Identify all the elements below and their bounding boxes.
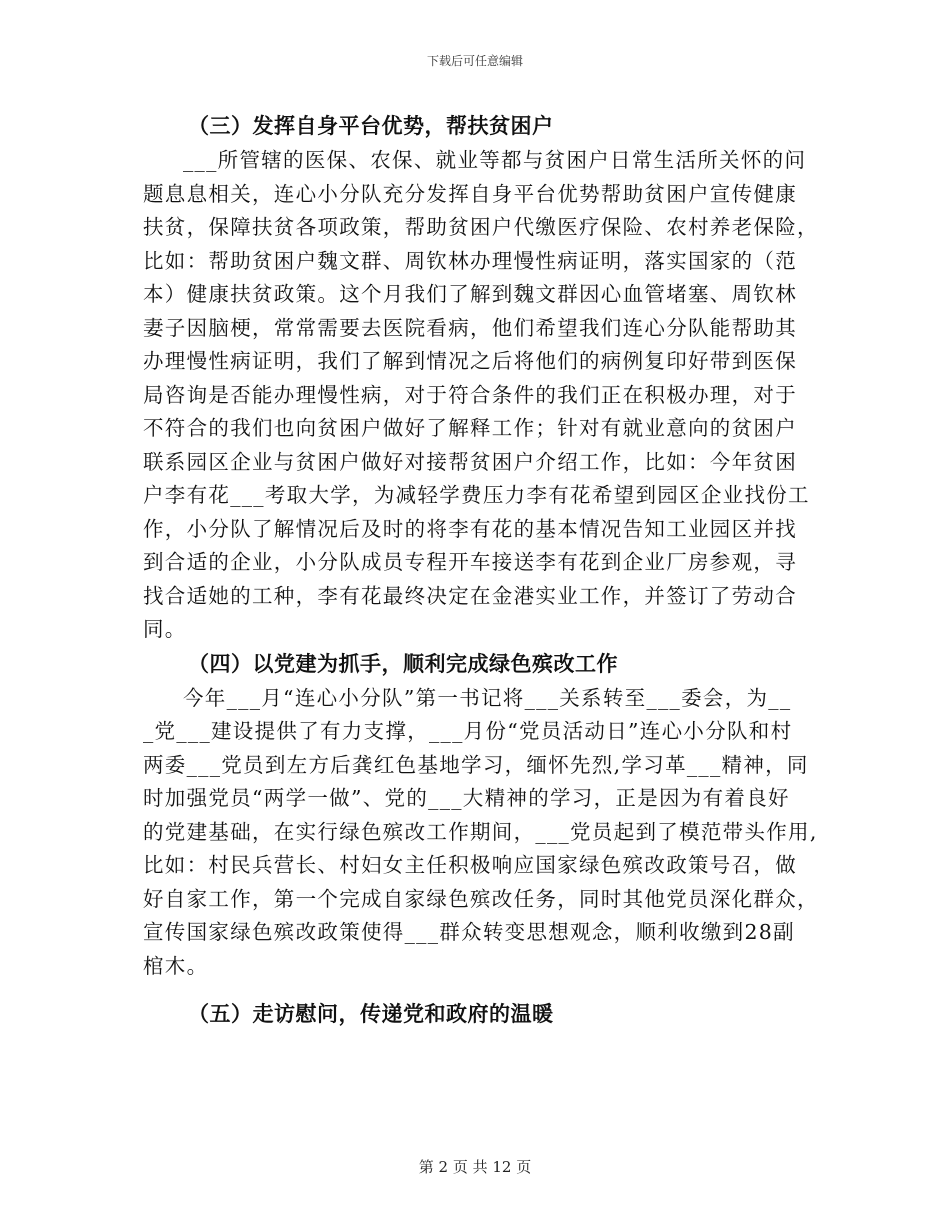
paragraph-line: 题息息相关，连心小分队充分发挥自身平台优势帮助贫困户宣传健康 — [143, 181, 797, 206]
paragraph-line: 办理慢性病证明，我们了解到情况之后将他们的病例复印好带到医保 — [143, 349, 797, 373]
paragraph-line: 的党建基础，在实行绿色殡改工作期间，___党员起到了模范带头作用, — [143, 819, 818, 844]
paragraph-line: 妻子因脑梗，常常需要去医院看病，他们希望我们连心分队能帮助其 — [143, 315, 797, 340]
paragraph-line: 作，小分队了解情况后及时的将李有花的基本情况告知工业园区并找 — [143, 516, 797, 541]
paragraph-line: _党___建设提供了有力支撑，___月份“党员活动日”连心小分队和村 — [143, 719, 793, 743]
paragraph-line: 到合适的企业，小分队成员专程开车接送李有花到企业厂房参观，寻 — [143, 550, 797, 574]
page-number: 第 2 页 共 12 页 — [418, 1158, 532, 1176]
header-note: 下载后可任意编辑 — [426, 54, 523, 68]
paragraph-line: 今年___月“连心小分队”第一书记将___关系转至___委会，为__ — [183, 685, 792, 710]
section-heading-5: （五）走访慰问，传递党和政府的温暖 — [188, 1002, 554, 1026]
paragraph-line: 同。 — [143, 617, 187, 641]
section-heading-4: （四）以党建为抓手，顺利完成绿色殡改工作 — [188, 651, 618, 676]
paragraph-line: 扶贫，保障扶贫各项政策，帮助贫困户代缴医疗保险、农村养老保险， — [143, 215, 819, 239]
paragraph-line: 好自家工作，第一个完成自家绿色殡改任务，同时其他党员深化群众， — [143, 886, 819, 911]
section-4-paragraph — [143, 682, 819, 984]
section-heading-3: （三）发挥自身平台优势，帮扶贫困户 — [188, 114, 554, 138]
paragraph-line: 棺木。 — [143, 953, 209, 978]
paragraph-line: 时加强党员“两学一做”、党的___大精神的学习，正是因为有着良好 — [143, 786, 790, 810]
section-3-paragraph — [143, 144, 819, 647]
paragraph-line: 户李有花___考取大学，为减轻学费压力李有花希望到园区企业找份工 — [143, 483, 810, 507]
paragraph-line: 不符合的我们也向贫困户做好了解释工作；针对有就业意向的贫困户 — [143, 416, 797, 440]
paragraph-line: 比如：村民兵营长、村妇女主任积极响应国家绿色殡改政策号召，做 — [143, 853, 797, 877]
paragraph-line: ___所管辖的医保、农保、就业等都与贫困户日常生活所关怀的问 — [183, 148, 807, 172]
paragraph-line: 找合适她的工种，李有花最终决定在金港实业工作，并签订了劳动合 — [143, 583, 797, 608]
paragraph-line: 比如：帮助贫困户魏文群、周钦林办理慢性病证明，落实国家的（范 — [143, 248, 797, 273]
document-body — [143, 109, 819, 1032]
paragraph-line: 联系园区企业与贫困户做好对接帮贫困户介绍工作，比如：今年贫困 — [143, 449, 797, 474]
paragraph-line: 两委___党员到左方后龚红色基地学习，缅怀先烈,学习革___精神，同 — [143, 752, 809, 777]
paragraph-line: 宣传国家绿色殡改政策使得___群众转变思想观念，顺利收缴到28副 — [143, 920, 795, 944]
paragraph-line: 局咨询是否能办理慢性病，对于符合条件的我们正在积极办理，对于 — [143, 382, 797, 407]
paragraph-line: 本）健康扶贫政策。这个月我们了解到魏文群因心血管堵塞、周钦林 — [143, 282, 797, 306]
